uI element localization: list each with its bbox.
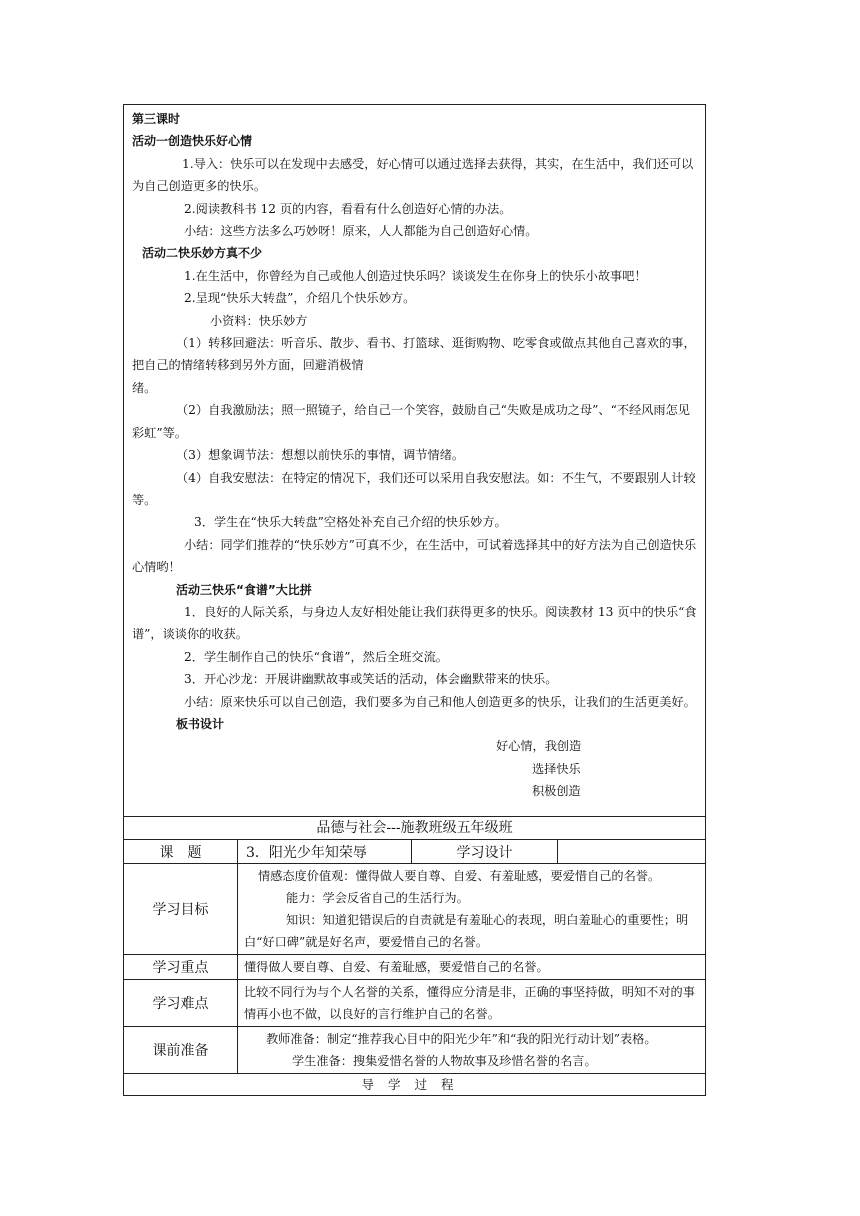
topic-value: 3．阳光少年知荣辱: [238, 840, 412, 864]
lesson-plan-table: [123, 104, 706, 1096]
board-line-2: 选择快乐: [532, 761, 581, 776]
activity2-step2: 2.呈现“快乐大转盘”，介绍几个快乐妙方。: [184, 291, 416, 306]
topic-label: 课 题: [124, 840, 238, 864]
activity2-method1-tail: 绪。: [132, 380, 157, 395]
key-label: 学习重点: [124, 955, 238, 980]
goal-ability: 能力：学会反省自己的生活行为。: [286, 891, 469, 905]
process-heading: 导学过程: [124, 1074, 706, 1096]
activity3-step2: 2．学生制作自己的快乐“食谱”，然后全班交流。: [184, 649, 448, 664]
prep-student: 学生准备：搜集爱惜名誉的人物故事及珍惜名誉的名言。: [292, 1054, 597, 1068]
prep-teacher: 教师准备：制定“推荐我心目中的阳光少年”和“我的阳光行动计划”表格。: [266, 1032, 657, 1046]
board-line-1: 好心情，我创造: [496, 739, 582, 754]
activity3-summary: 小结：原来快乐可以自己创造，我们要多为自己和他人创造更多的快乐，让我们的生活更美好。: [184, 694, 696, 709]
activity2-step3: 3．学生在“快乐大转盘”空格处补充自己介绍的快乐妙方。: [194, 515, 507, 530]
activity1-summary: 小结：这些方法多么巧妙呀！原来，人人都能为自己创造好心情。: [184, 224, 538, 239]
lesson3-cell: [124, 105, 706, 817]
activity2-title: 活动二快乐妙方真不少: [142, 246, 263, 261]
goal-emotion: 情感态度价值观：懂得做人要自尊、自爱、有羞耻感，要爱惜自己的名誉。: [258, 869, 661, 883]
design-value: [558, 840, 706, 864]
activity2-method4: （4）自我安慰法：在特定的情况下，我们还可以采用自我安慰法。如：不生气，不要跟别人计较等。: [132, 470, 696, 507]
goal-knowledge: 知识：知道犯错误后的自责就是有羞耻心的表现，明白羞耻心的重要性；明白“好口碑”就是好名声，要爱惜自己的名誉。: [244, 913, 689, 949]
activity3-title: 活动三快乐“食谱”大比拼: [176, 582, 312, 597]
activity1-step2: 2.阅读教科书 12 页的内容，看看有什么创造好心情的办法。: [184, 201, 512, 216]
class-banner: 品德与社会---施教班级五年级班: [124, 817, 706, 840]
activity2-info: 小资料：快乐妙方: [210, 313, 308, 328]
design-label: 学习设计: [412, 840, 558, 864]
prep-cell: [238, 1027, 706, 1074]
activity1-title: 活动一创造快乐好心情: [132, 134, 253, 149]
activity3-step3: 3．开心沙龙：开展讲幽默故事或笑话的活动，体会幽默带来的快乐。: [184, 672, 558, 687]
prep-label: 课前准备: [124, 1027, 238, 1074]
goal-label: 学习目标: [124, 864, 238, 955]
lesson-plan-sheet: [123, 104, 705, 1096]
activity2-summary: 小结：同学们推荐的“快乐妙方”可真不少，在生活中，可试着选择其中的好方法为自己创造快乐心情哟！: [132, 537, 697, 575]
goal-cell: [238, 864, 706, 955]
activity3-step1: 1．良好的人际关系，与身边人友好相处能让我们获得更多的快乐。阅读教材 13 页中的快乐“食谱”，谈谈你的收获。: [132, 604, 697, 642]
key-value: 懂得做人要自尊、自爱、有羞耻感，要爱惜自己的名誉。: [238, 955, 706, 980]
activity2-method1: （1）转移回避法：听音乐、散步、看书、打篮球、逛街购物、吃零食或做点其他自己喜欢的事，把自己的情绪转移到另外方面，回避消极情: [132, 336, 696, 373]
difficulty-value: 比较不同行为与个人名誉的关系，懂得应分清是非，正确的事坚持做，明知不对的事情再小也不做，以良好的言行维护自己的名誉。: [238, 980, 706, 1027]
activity1-step1: 1.导入：快乐可以在发现中去感受，好心情可以通过选择去获得，其实，在生活中，我们还可以为自己创造更多的快乐。: [132, 156, 694, 194]
activity2-method3: （3）想象调节法：想想以前快乐的事情，调节情绪。: [176, 448, 465, 463]
activity2-step1: 1.在生活中，你曾经为自己或他人创造过快乐吗？谈谈发生在你身上的快乐小故事吧！: [184, 268, 647, 283]
board-design-title: 板书设计: [176, 716, 225, 731]
lesson3-heading: 第三课时: [132, 112, 181, 126]
board-line-3: 积极创造: [532, 784, 581, 799]
activity2-method2: （2）自我激励法；照一照镜子，给自己一个笑容，鼓励自己“失败是成功之母”、“不经风雨怎见彩虹”等。: [132, 403, 690, 440]
difficulty-label: 学习难点: [124, 980, 238, 1027]
